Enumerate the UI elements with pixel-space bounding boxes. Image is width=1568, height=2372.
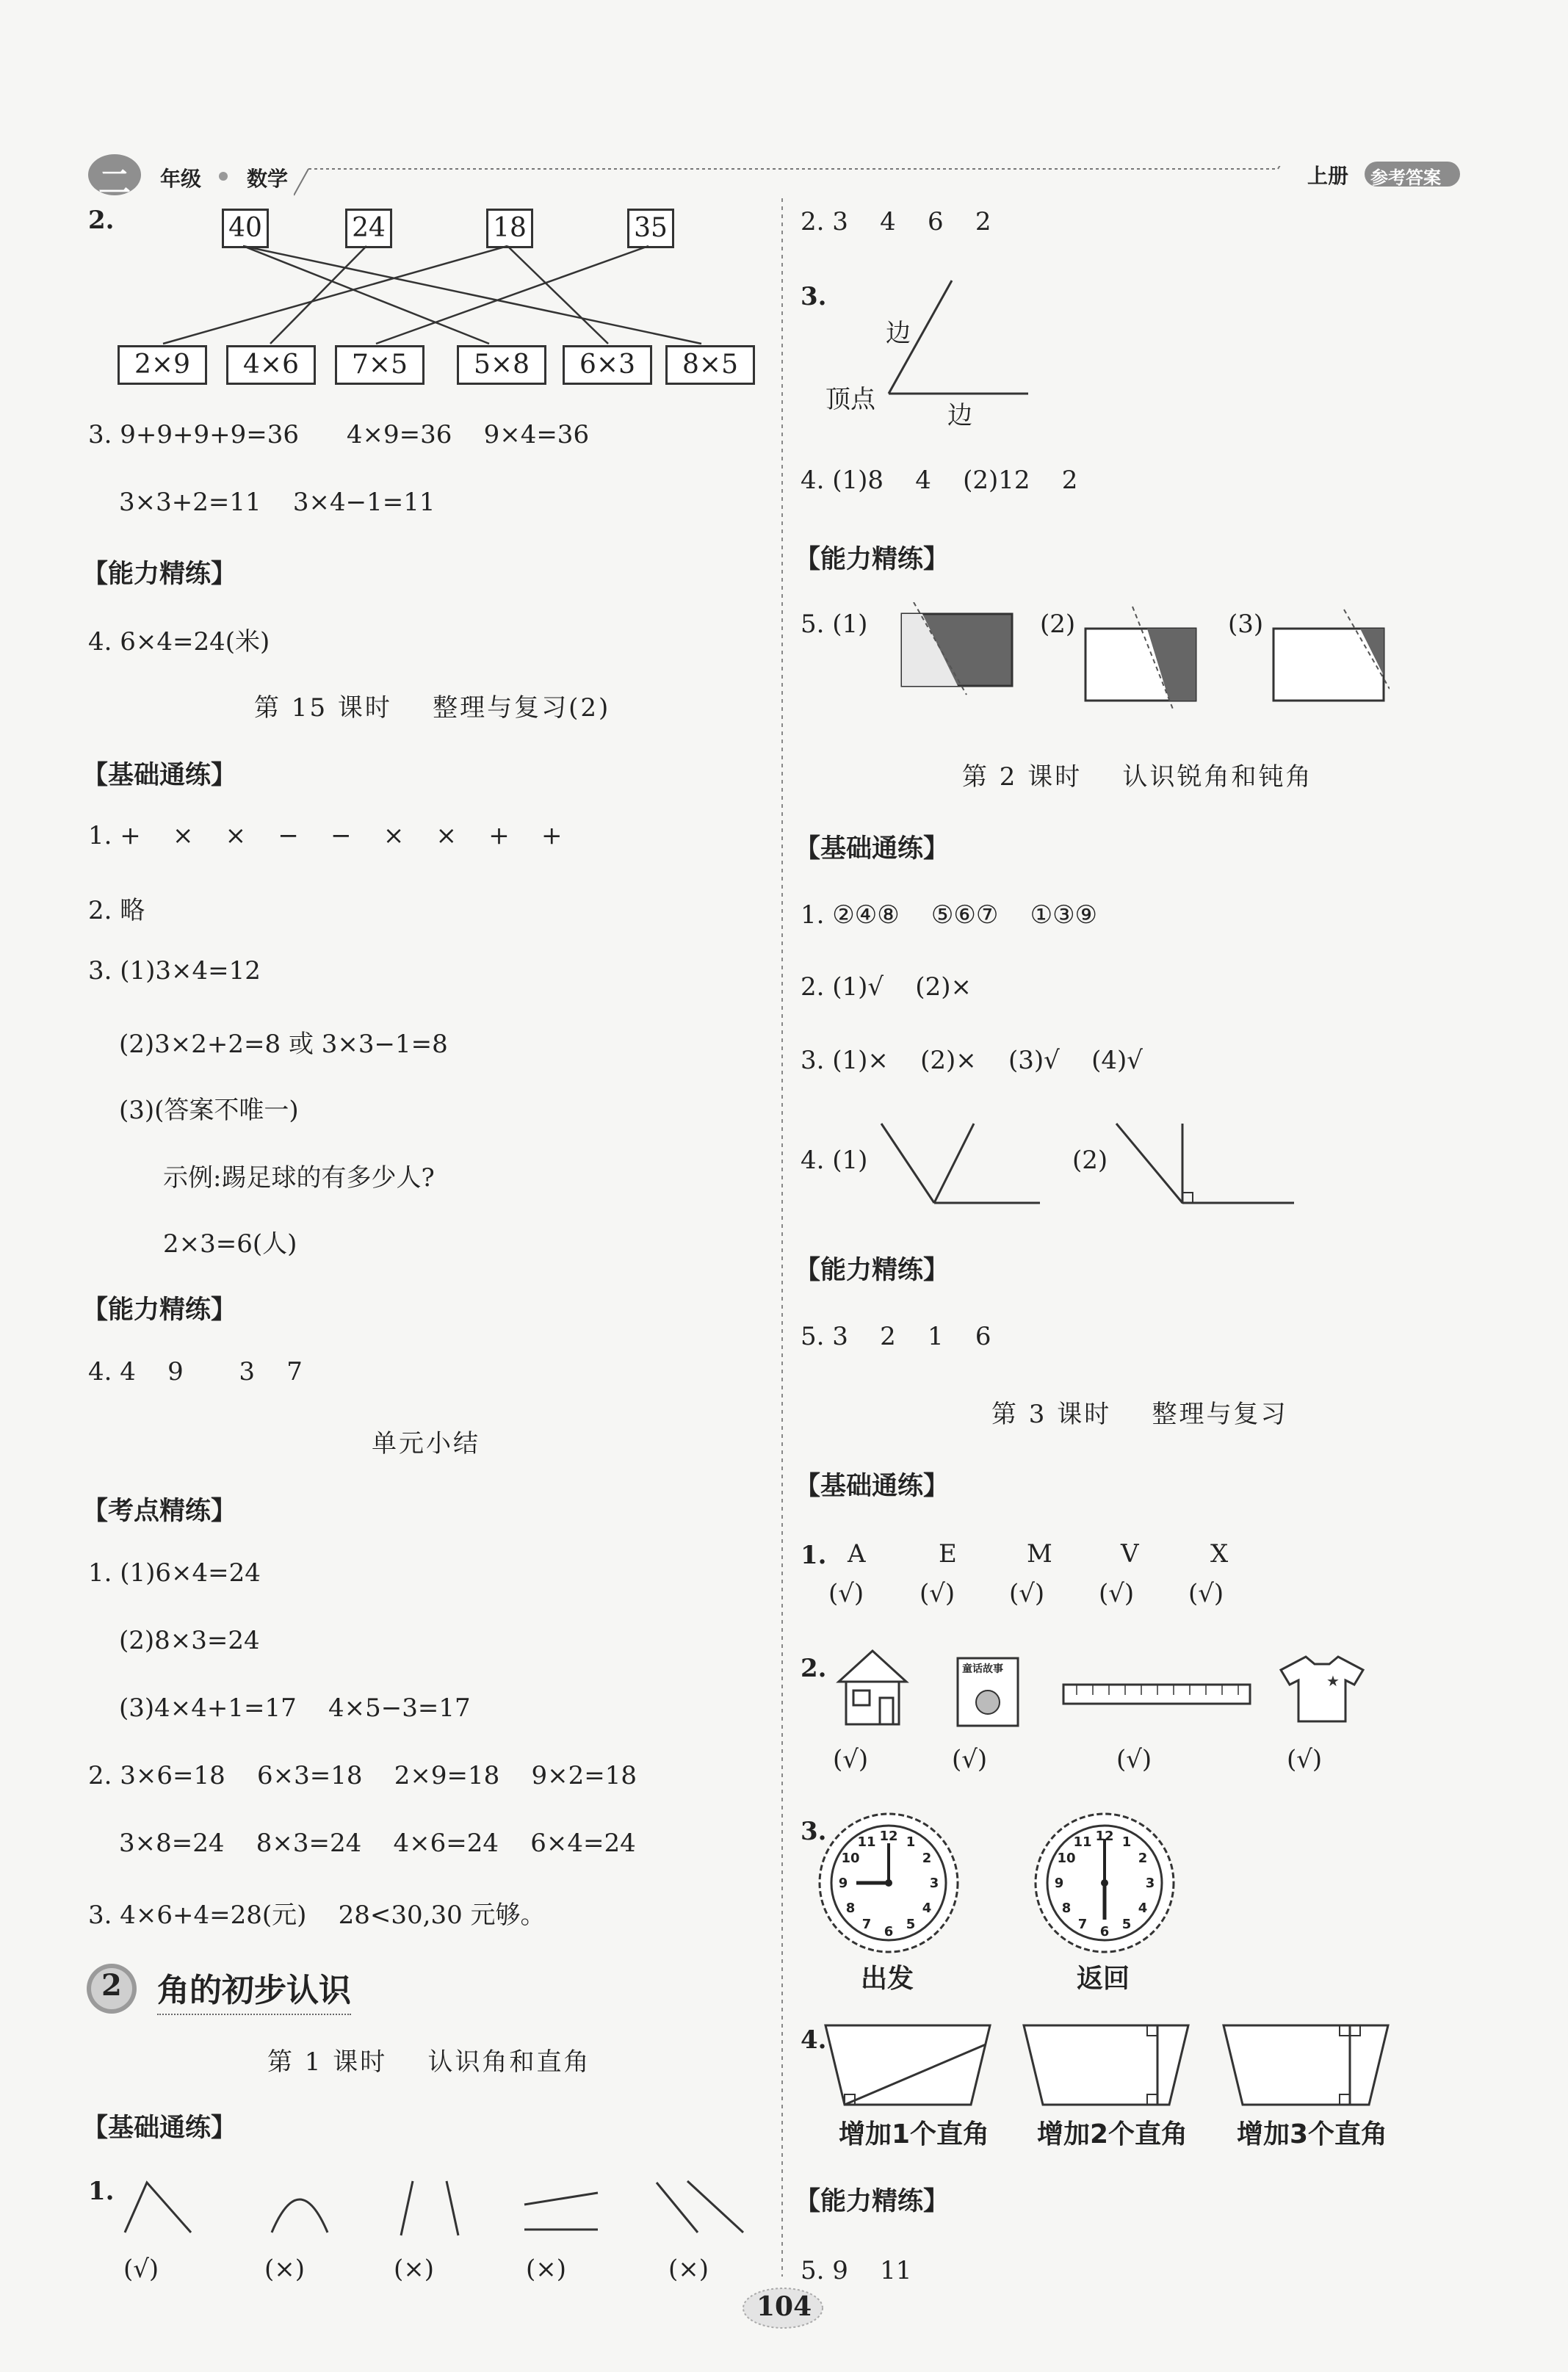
rectangle-cut-figure bbox=[1077, 602, 1202, 712]
svg-text:5: 5 bbox=[906, 1917, 916, 1932]
r-q5-2-label: (2) bbox=[1040, 610, 1076, 639]
page-number: 104 bbox=[756, 2291, 812, 2322]
l3-q4-label: 4. bbox=[801, 2025, 827, 2055]
l2-q4-2-label: (2) bbox=[1072, 1146, 1108, 1175]
letter: A bbox=[848, 1539, 866, 1569]
l3-q1-mark: (√) bbox=[920, 1579, 955, 1608]
rectangle-cut-figure bbox=[893, 602, 1018, 698]
edge-label-bottom: 边 bbox=[947, 401, 972, 430]
l15-q3-1: 3. (1)3×4=12 bbox=[88, 956, 261, 986]
trapezoid-caption: 增加1个直角 bbox=[839, 2119, 990, 2149]
ability-heading: 【能力精练】 bbox=[795, 1255, 950, 1285]
us-q1-2: (2)8×3=24 bbox=[119, 1626, 260, 1655]
us-q1-3: (3)4×4+1=17 4×5−3=17 bbox=[119, 1693, 471, 1723]
l15-q3-3: (3)(答案不唯一) bbox=[119, 1096, 299, 1125]
q4-answer: 4. 6×4=24(米) bbox=[88, 627, 270, 657]
l15-q3-5: 2×3=6(人) bbox=[163, 1229, 297, 1259]
l2-q4-1-label: 4. (1) bbox=[801, 1146, 868, 1175]
svg-text:7: 7 bbox=[1077, 1917, 1088, 1932]
l1-q1-mark: (×) bbox=[264, 2255, 306, 2284]
l3-q2-mark: (√) bbox=[952, 1745, 988, 1774]
svg-text:1: 1 bbox=[906, 1834, 916, 1850]
l3-q1-mark: (√) bbox=[1099, 1579, 1135, 1608]
svg-text:10: 10 bbox=[1057, 1851, 1076, 1866]
svg-text:9: 9 bbox=[838, 1876, 848, 1891]
svg-text:11: 11 bbox=[1073, 1834, 1092, 1850]
l3-q2-mark: (√) bbox=[1287, 1745, 1323, 1774]
volume-label: 上册 bbox=[1307, 164, 1349, 188]
svg-text:★: ★ bbox=[1326, 1672, 1340, 1690]
letter: M bbox=[1027, 1539, 1052, 1569]
l15-q4: 4. 4 9 3 7 bbox=[88, 1357, 303, 1386]
ability-heading: 【能力精练】 bbox=[82, 1295, 237, 1325]
l3-q2-mark: (√) bbox=[833, 1745, 869, 1774]
l1-q1-mark: (×) bbox=[668, 2255, 709, 2284]
basic-heading: 【基础通练】 bbox=[82, 760, 237, 790]
basic-heading: 【基础通练】 bbox=[82, 2113, 237, 2143]
ability-heading: 【能力精练】 bbox=[795, 2186, 950, 2216]
trapezoid-figure bbox=[820, 2020, 996, 2111]
r-q4: 4. (1)8 4 (2)12 2 bbox=[801, 466, 1078, 495]
r-q5-label: 5. (1) bbox=[801, 610, 868, 639]
l3-q5: 5. 9 11 bbox=[801, 2256, 912, 2285]
us-q1-1: 1. (1)6×4=24 bbox=[88, 1558, 261, 1588]
svg-text:3: 3 bbox=[929, 1876, 939, 1891]
us-q2-2: 3×8=24 8×3=24 4×6=24 6×4=24 bbox=[119, 1829, 636, 1858]
l1-q1-mark: (×) bbox=[526, 2255, 567, 2284]
grade-label: 年级 bbox=[160, 167, 202, 191]
r-q5-3-label: (3) bbox=[1228, 610, 1264, 639]
svg-text:8: 8 bbox=[845, 1901, 856, 1916]
l2-q2: 2. (1)√ (2)× bbox=[801, 972, 972, 1002]
us-q3: 3. 4×6+4=28(元) 28<30,30 元够。 bbox=[88, 1901, 546, 1930]
basic-heading: 【基础通练】 bbox=[795, 1471, 950, 1501]
return-label: 返回 bbox=[1077, 1964, 1130, 1994]
us-q2-1: 2. 3×6=18 6×3=18 2×9=18 9×2=18 bbox=[88, 1761, 637, 1790]
unit-summary-title: 单元小结 bbox=[372, 1429, 480, 1458]
svg-text:11: 11 bbox=[857, 1834, 876, 1850]
l3-q3-label: 3. bbox=[801, 1817, 827, 1846]
bottom-box: 4×6 bbox=[226, 345, 316, 385]
l1-q1-mark: (√) bbox=[123, 2255, 159, 2284]
answer-badge-label: 参考答案 bbox=[1370, 167, 1441, 188]
l1-q1-label: 1. bbox=[88, 2177, 115, 2206]
svg-text:6: 6 bbox=[884, 1924, 894, 1939]
r-q3-label: 3. bbox=[801, 282, 827, 311]
svg-text:12: 12 bbox=[1095, 1829, 1114, 1844]
storybook-title: 童话故事 bbox=[962, 1663, 1003, 1675]
l3-q1-mark: (√) bbox=[1009, 1579, 1045, 1608]
trapezoid-figure bbox=[1018, 2020, 1194, 2111]
basic-heading: 【基础通练】 bbox=[795, 834, 950, 864]
shirt-icon bbox=[1278, 1654, 1366, 1724]
letter: V bbox=[1121, 1539, 1139, 1569]
ability-heading: 【能力精练】 bbox=[82, 559, 237, 589]
acute-angle-figure bbox=[874, 1116, 1050, 1212]
l15-q3-2: (2)3×2+2=8 或 3×3−1=8 bbox=[119, 1030, 448, 1059]
lesson-3-title: 第 3 课时 整理与复习 bbox=[991, 1400, 1288, 1429]
bottom-box: 8×5 bbox=[665, 345, 755, 385]
q3-line1: 3. 9+9+9+9=36 4×9=36 9×4=36 bbox=[88, 420, 590, 449]
svg-text:5: 5 bbox=[1121, 1917, 1132, 1932]
lesson-2-title: 第 2 课时 认识锐角和钝角 bbox=[962, 762, 1313, 792]
top-box: 35 bbox=[627, 209, 674, 248]
top-box: 40 bbox=[222, 209, 269, 248]
bottom-box: 7×5 bbox=[335, 345, 424, 385]
grade-char: 二 bbox=[98, 164, 131, 201]
l3-q2-mark: (√) bbox=[1116, 1745, 1152, 1774]
rectangle-cut-figure bbox=[1265, 602, 1390, 712]
svg-text:12: 12 bbox=[879, 1829, 898, 1844]
unit-title: 角的初步认识 bbox=[157, 1964, 351, 2015]
l3-q1-mark: (√) bbox=[828, 1579, 864, 1608]
subject-label: 数学 bbox=[247, 167, 289, 191]
l2-q3: 3. (1)× (2)× (3)√ (4)√ bbox=[801, 1046, 1143, 1075]
r-q2: 2. 3 4 6 2 bbox=[801, 207, 991, 236]
exam-points-heading: 【考点精练】 bbox=[82, 1496, 237, 1526]
right-angle-figure bbox=[1109, 1116, 1300, 1212]
ability-heading: 【能力精练】 bbox=[795, 544, 950, 574]
l2-q5: 5. 3 2 1 6 bbox=[801, 1322, 991, 1351]
q2-label: 2. bbox=[88, 206, 115, 235]
l15-q3-4: 示例:踢足球的有多少人? bbox=[163, 1163, 435, 1193]
l3-q1-label: 1. bbox=[801, 1541, 827, 1570]
house-icon bbox=[834, 1648, 911, 1729]
bottom-box: 6×3 bbox=[563, 345, 652, 385]
svg-text:4: 4 bbox=[1138, 1901, 1148, 1916]
vertex-label: 顶点 bbox=[825, 385, 875, 414]
l1-q1-mark: (×) bbox=[394, 2255, 435, 2284]
trapezoid-figure bbox=[1218, 2020, 1394, 2111]
svg-text:1: 1 bbox=[1121, 1834, 1132, 1850]
svg-text:2: 2 bbox=[1138, 1851, 1148, 1866]
l15-q1: 1. + × × − − × × + + bbox=[88, 821, 563, 850]
matching-lines bbox=[0, 0, 778, 382]
lesson-1-title: 第 1 课时 认识角和直角 bbox=[267, 2047, 591, 2077]
trapezoid-caption: 增加2个直角 bbox=[1037, 2119, 1188, 2149]
clock-icon bbox=[815, 1809, 962, 1956]
unit-number: 2 bbox=[101, 1968, 122, 2003]
trapezoid-caption: 增加3个直角 bbox=[1237, 2119, 1388, 2149]
column-divider bbox=[781, 198, 784, 2277]
svg-text:7: 7 bbox=[861, 1917, 872, 1932]
svg-text:10: 10 bbox=[841, 1851, 860, 1866]
svg-text:9: 9 bbox=[1054, 1876, 1064, 1891]
bottom-box: 5×8 bbox=[457, 345, 546, 385]
l3-q2-label: 2. bbox=[801, 1654, 827, 1683]
letter: X bbox=[1210, 1539, 1229, 1569]
svg-text:2: 2 bbox=[922, 1851, 932, 1866]
clock-icon bbox=[1031, 1809, 1178, 1956]
depart-label: 出发 bbox=[861, 1964, 914, 1994]
angle-figures bbox=[110, 2174, 756, 2240]
svg-text:4: 4 bbox=[922, 1901, 932, 1916]
top-box: 24 bbox=[345, 209, 392, 248]
svg-text:8: 8 bbox=[1061, 1901, 1072, 1916]
l15-q2: 2. 略 bbox=[88, 896, 145, 925]
bottom-box: 2×9 bbox=[118, 345, 207, 385]
edge-label-top: 边 bbox=[886, 319, 911, 348]
svg-text:6: 6 bbox=[1099, 1924, 1110, 1939]
letter: E bbox=[939, 1539, 957, 1569]
ruler-icon bbox=[1062, 1682, 1253, 1708]
lesson-15-title: 第 15 课时 整理与复习(2) bbox=[254, 693, 611, 723]
svg-text:3: 3 bbox=[1145, 1876, 1155, 1891]
l3-q1-mark: (√) bbox=[1188, 1579, 1224, 1608]
top-box: 18 bbox=[486, 209, 533, 248]
q3-line2: 3×3+2=11 3×4−1=11 bbox=[119, 488, 436, 517]
l2-q1: 1. ②④⑧ ⑤⑥⑦ ①③⑨ bbox=[801, 900, 1098, 930]
